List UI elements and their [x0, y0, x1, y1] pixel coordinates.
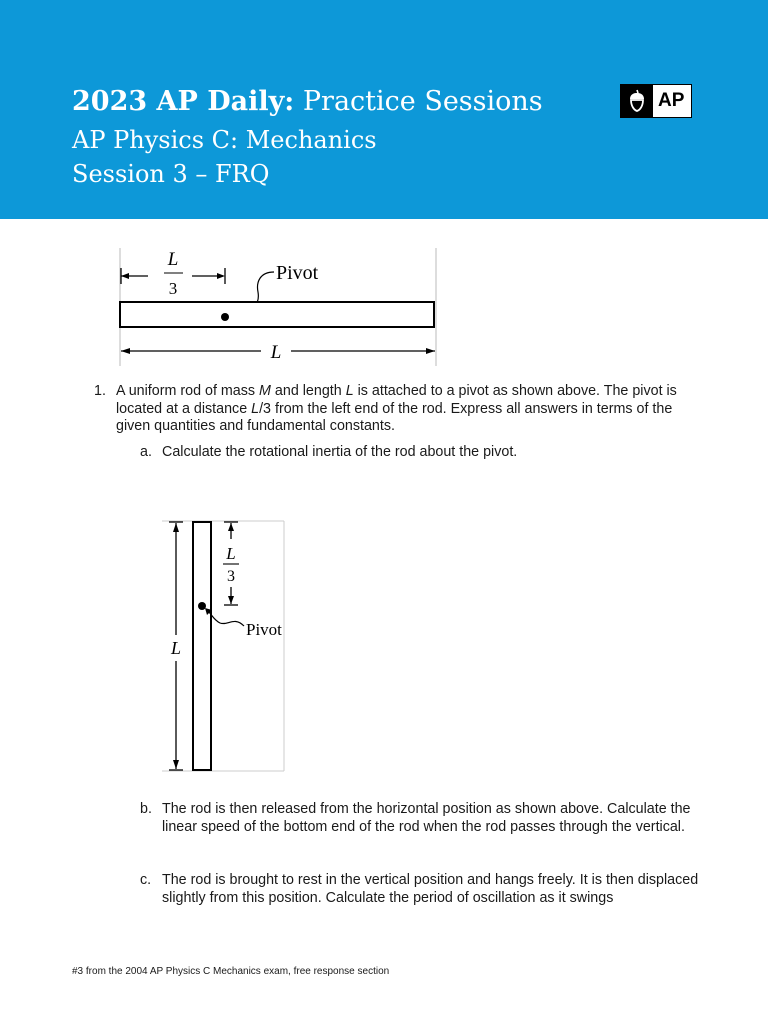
pivot-point-vertical	[198, 602, 206, 610]
length-variable: L	[345, 383, 354, 399]
question-stem	[116, 383, 704, 436]
part-b-text: The rod is then released from the horizontal position as shown above. Calculate the linear speed of the bottom end of the rod when the rod passes through the vertical.	[162, 801, 691, 835]
part-a-label: a.	[140, 444, 152, 460]
footnote: #3 from the 2004 AP Physics C Mechanics exam, free response section	[72, 966, 390, 977]
distance-denominator: 3	[168, 279, 178, 298]
stem-text-2: and length	[270, 383, 346, 399]
part-c-text: The rod is brought to rest in the vertical position and hangs freely. It is then displaced slightly from this position. Calculate the period of oscillation as it swings	[162, 872, 699, 906]
part-c-label: c.	[140, 872, 152, 888]
pivot-label-vertical: Pivot	[246, 620, 282, 639]
part-a-text: Calculate the rotational inertia of the rod about the pivot.	[162, 444, 518, 460]
distance-numerator-vertical: L	[226, 544, 236, 563]
course-title: AP Physics C: Mechanics	[72, 126, 377, 154]
length-label-vertical: L	[170, 638, 182, 658]
ap-logo	[620, 84, 692, 118]
title-rest: Practice Sessions	[294, 86, 543, 117]
stem-text-4: /3 from the left end of the rod. Express all answers in terms of the given quantities and fundamental constants.	[116, 400, 673, 435]
pivot-point	[221, 313, 229, 321]
stem-text-1: A uniform rod of mass	[116, 383, 260, 399]
question-part-b	[140, 801, 700, 855]
question-number: 1.	[94, 383, 106, 399]
vertical-rod-figure	[160, 515, 290, 777]
header-banner	[0, 0, 768, 219]
logo-text: AP	[658, 90, 685, 111]
acorn-icon	[621, 85, 653, 117]
question-part-a	[140, 444, 700, 464]
distance-variable: L	[251, 400, 260, 417]
mass-variable: M	[259, 383, 271, 399]
distance-denominator-vertical: 3	[227, 568, 235, 585]
length-label: L	[270, 342, 282, 363]
rod-vertical	[193, 522, 211, 770]
question-1	[94, 383, 704, 437]
stem-text-3: is attached to a pivot as shown above. The pivot is located at a distance	[116, 383, 677, 417]
horizontal-rod-figure	[110, 240, 445, 370]
session-title: Session 3 – FRQ	[72, 160, 270, 188]
part-b-label: b.	[140, 801, 152, 817]
rod	[120, 302, 434, 327]
pivot-label: Pivot	[276, 262, 319, 284]
distance-numerator: L	[167, 249, 179, 270]
page-title	[72, 86, 543, 117]
question-part-c	[140, 872, 700, 926]
title-bold: 2023 AP Daily:	[72, 86, 295, 117]
